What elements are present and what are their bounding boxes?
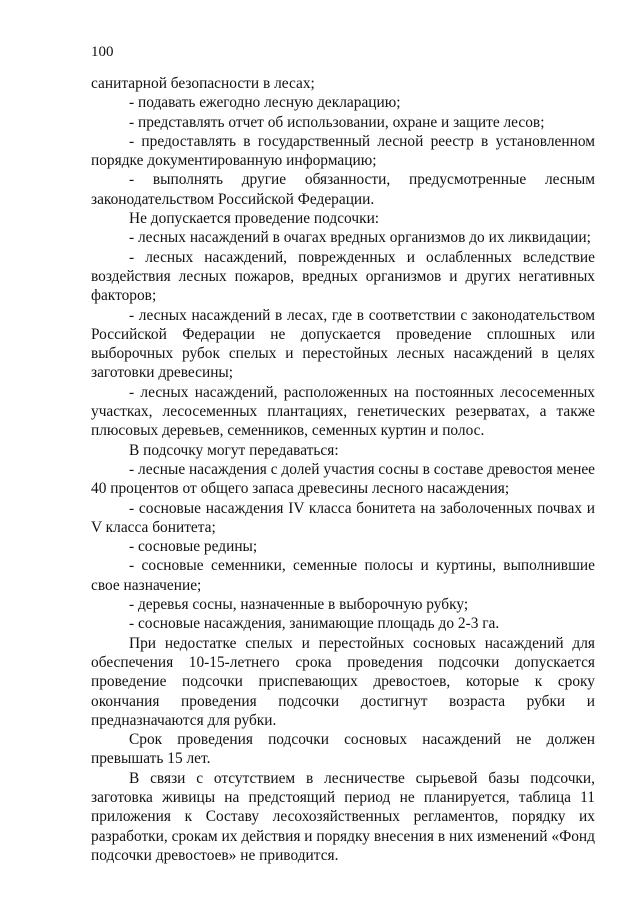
paragraph: - лесных насаждений, расположенных на постоянных лесосеменных участках, лесосеменных плантациях, генетических резерватах, а также плюсовых деревьев, семенников, семенных куртин и полос. [91, 383, 595, 440]
paragraph: В подсочку могут передаваться: [129, 441, 339, 459]
paragraph: - лесных насаждений, поврежденных и ослабленных вследствие воздействия лесных пожаров, вредных организмов и других негативных факторов; [91, 248, 595, 305]
paragraph: При недостатке спелых и перестойных сосновых насаждений для обеспечения 10-15-летнего срока проведения подсочки допускается проведение подсочки приспевающих древостоев, которые к сроку окончания проведения подсочки достигнут возраста рубки и предназначаются для рубки. [91, 634, 595, 729]
paragraph: - сосновые насаждения, занимающие площадь до 2-3 га. [129, 615, 500, 633]
paragraph: - лесные насаждения с долей участия сосны в составе древостоя менее 40 процентов от общего запаса древесины лесного насаждения; [91, 460, 595, 498]
paragraph: санитарной безопасности в лесах; [91, 75, 315, 92]
paragraph: Срок проведения подсочки сосновых насаждений не должен превышать 15 лет. [91, 731, 595, 768]
paragraph: - сосновые семенники, семенные полосы и куртины, выполнившие свое назначение; [91, 557, 595, 594]
page-number: 100 [91, 44, 114, 60]
body-text [91, 74, 595, 865]
paragraph: - сосновые редины; [129, 538, 258, 556]
paragraph: - выполнять другие обязанности, предусмотренные лесным законодательством Российской Федерации. [91, 171, 595, 208]
paragraph: - лесных насаждений в очагах вредных организмов до их ликвидации; [129, 229, 591, 247]
paragraph: В связи с отсутствием в лесничестве сырьевой базы подсочки, заготовка живицы на предстоящий период не планируется, таблица 11 приложения к Составу лесохозяйственных регламентов, порядку их разработки, срокам их действия и порядку внесения в них изменений «Фонд подсочки древостоев» не приводится. [91, 769, 595, 864]
paragraph: - представлять отчет об использовании, охране и защите лесов; [129, 113, 545, 131]
paragraph: - предоставлять в государственный лесной реестр в установленном порядке документированную информацию; [91, 132, 595, 170]
paragraph: - подавать ежегодно лесную декларацию; [129, 94, 401, 112]
paragraph: - деревья сосны, назначенные в выборочную рубку; [129, 596, 469, 614]
paragraph: - лесных насаждений в лесах, где в соответствии с законодательством Российской Федерации не допускается проведение сплошных или выборочных рубок спелых и перестойных лесных насаждений в целях заготовки древесины; [91, 306, 595, 382]
paragraph: Не допускается проведение подсочки: [129, 210, 380, 228]
paragraph: - сосновые насаждения IV класса бонитета на заболоченных почвах и V класса бонитета; [91, 499, 595, 536]
